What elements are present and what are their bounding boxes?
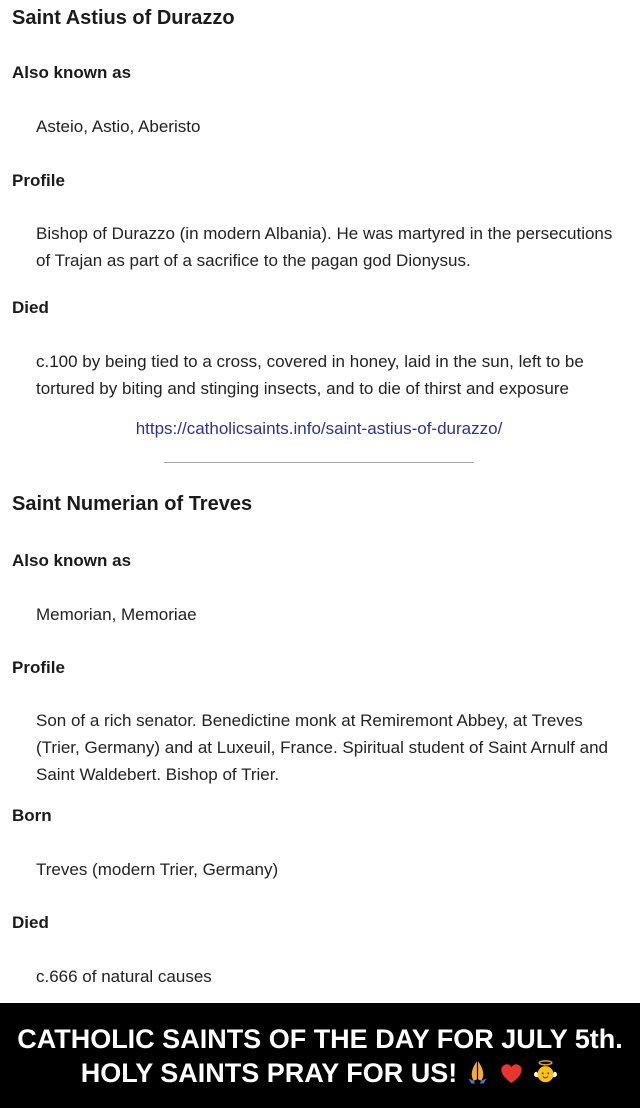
- saint-1-title: Saint Astius of Durazzo: [12, 7, 235, 29]
- folded-hands-emoji-icon: [464, 1059, 491, 1086]
- saint-1-profile-heading: Profile: [12, 171, 65, 190]
- caption-line-2: [81, 1056, 560, 1090]
- red-heart-emoji-icon: [498, 1059, 525, 1086]
- saint-1-source-link[interactable]: https://catholicsaints.info/saint-astius-of-durazzo/: [135, 419, 503, 438]
- saint-1-also-known-as-heading: Also known as: [12, 63, 132, 82]
- saint-1-died-heading: Died: [12, 298, 49, 317]
- saint-2-profile-body: Son of a rich senator. Benedictine monk at Remiremont Abbey, at Treves (Trier, Germany) and at Luxeuil, France. Spiritual student of Saint Arnulf and Saint Waldebert. Bishop of Trier.: [36, 711, 608, 784]
- section-divider: [164, 462, 474, 463]
- saint-1-link-row: [12, 415, 626, 442]
- caption-banner: [0, 1003, 640, 1108]
- saint-2-born-heading: Born: [12, 806, 52, 825]
- caption-line-2-text: HOLY SAINTS PRAY FOR US!: [80, 1057, 458, 1088]
- saint-1-profile-body: Bishop of Durazzo (in modern Albania). He was martyred in the persecutions of Trajan as part of a sacrifice to the pagan god Dionysus.: [36, 224, 613, 270]
- saint-2-also-known-as-heading: Also known as: [12, 551, 132, 570]
- saint-2-profile-heading: Profile: [12, 658, 65, 677]
- saint-2-also-known-as-body: Memorian, Memoriae: [36, 605, 197, 624]
- saint-1-also-known-as-body: Asteio, Astio, Aberisto: [36, 117, 201, 136]
- caption-line-1: CATHOLIC SAINTS OF THE DAY FOR JULY 5th.: [17, 1023, 623, 1054]
- saint-2-died-heading: Died: [12, 913, 49, 932]
- saint-2-born-body: Treves (modern Trier, Germany): [36, 860, 279, 879]
- saint-2-died-body: c.666 of natural causes: [36, 967, 212, 986]
- saint-2-title: Saint Numerian of Treves: [12, 493, 253, 515]
- saint-1-died-body: c.100 by being tied to a cross, covered in honey, laid in the sun, left to be tortured by biting and stinging insects, and to die of thirst and exposure: [36, 352, 584, 398]
- baby-angel-emoji-icon: [532, 1059, 559, 1086]
